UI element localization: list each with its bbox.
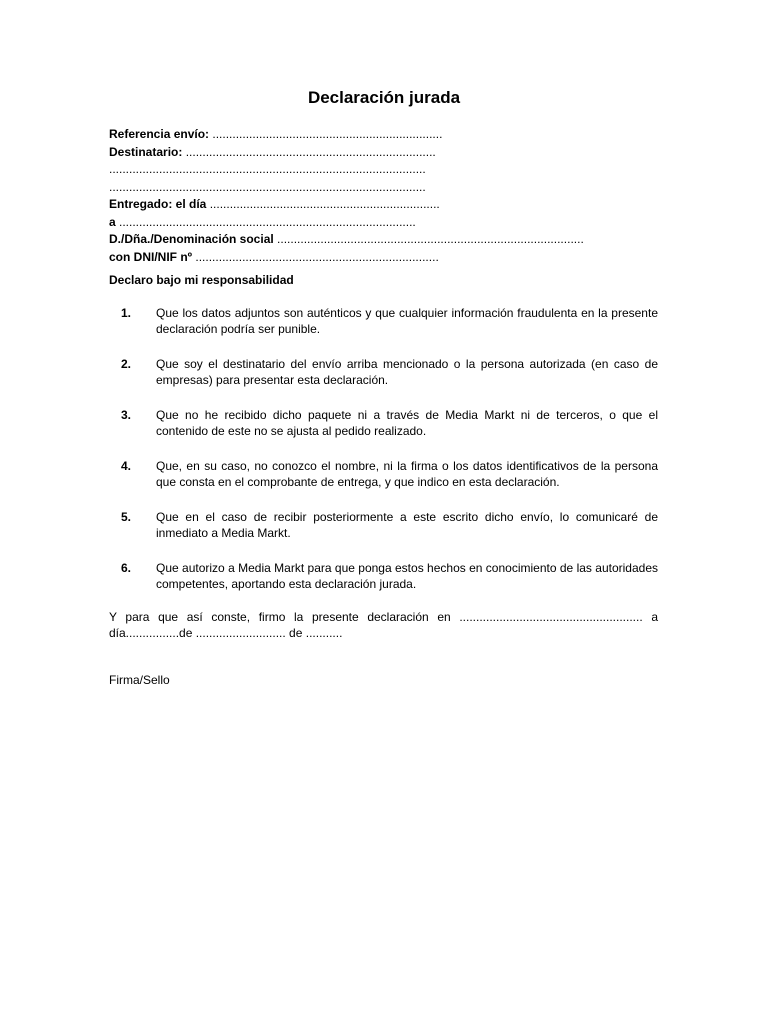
item-number: 4. xyxy=(121,459,132,473)
field-label: Referencia envío: xyxy=(109,127,213,141)
list-item xyxy=(109,458,658,490)
field-blank: ..................................................................... xyxy=(209,197,440,211)
list-item xyxy=(109,356,658,388)
field-label: D./Dña./Denominación social xyxy=(109,232,278,246)
item-text: Que en el caso de recibir posteriormente a este escrito dicho envío, lo comunicaré de inmediato a Media Markt. xyxy=(156,510,658,540)
declaration-intro: Declaro bajo mi responsabilidad xyxy=(109,273,294,287)
item-text: Que no he recibido dicho paquete ni a través de Media Markt ni de terceros, o que el contenido de este no se ajusta al pedido realizado. xyxy=(156,408,658,438)
item-text: Que, en su caso, no conozco el nombre, ni la firma o los datos identificativos de la persona que consta en el comprobante de entrega, y que indico en esta declaración. xyxy=(156,459,658,489)
closing-line-1: Y para que así conste, firmo la presente declaración en ....................................................... a xyxy=(109,610,658,624)
field-destinatario xyxy=(109,144,669,162)
field-label: a xyxy=(109,214,120,229)
item-text: Que los datos adjuntos son auténticos y que cualquier información fraudulenta en la presente declaración podría ser punible. xyxy=(156,306,658,336)
item-text: Que autorizo a Media Markt para que ponga estos hechos en conocimiento de las autoridades competentes, aportando esta declaración jurada. xyxy=(156,561,658,591)
field-label: con DNI/NIF nº xyxy=(109,249,196,264)
field-blank: ............................................................................................... xyxy=(109,179,426,194)
closing-statement xyxy=(109,609,658,641)
list-item xyxy=(109,407,658,439)
field-label: Entregado: el día xyxy=(109,197,210,211)
item-number: 3. xyxy=(121,408,132,422)
item-number: 5. xyxy=(121,510,132,524)
list-item xyxy=(109,509,658,541)
field-blank: ..................................................................... xyxy=(212,127,443,141)
field-a xyxy=(109,214,669,232)
item-number: 2. xyxy=(121,357,132,371)
field-entregado xyxy=(109,196,669,214)
field-destinatario-line-3 xyxy=(109,179,669,197)
field-dni-nif xyxy=(109,249,669,267)
signature-label: Firma/Sello xyxy=(109,673,170,687)
declaration-list xyxy=(109,305,658,611)
field-destinatario-line-2 xyxy=(109,161,669,179)
field-referencia-envio xyxy=(109,126,669,144)
item-text: Que soy el destinatario del envío arriba mencionado o la persona autorizada (en caso de empresas) para presentar esta declaración. xyxy=(156,357,658,387)
item-number: 6. xyxy=(121,561,132,575)
field-blank: ......................................................................................... xyxy=(119,214,416,229)
list-item xyxy=(109,305,658,337)
header-fields xyxy=(109,126,669,266)
item-number: 1. xyxy=(121,306,132,320)
list-item xyxy=(109,560,658,592)
field-blank: ......................................................................... xyxy=(195,249,439,264)
field-label: Destinatario: xyxy=(109,144,186,159)
closing-line-2: día................de ........................... de ........... xyxy=(109,626,343,640)
field-blank: ........................................................................... xyxy=(185,144,436,159)
field-blank: ............................................................................................ xyxy=(277,232,584,246)
document-title: Declaración jurada xyxy=(307,88,461,107)
field-denominacion-social xyxy=(109,231,669,249)
field-blank: ............................................................................................... xyxy=(109,162,426,176)
